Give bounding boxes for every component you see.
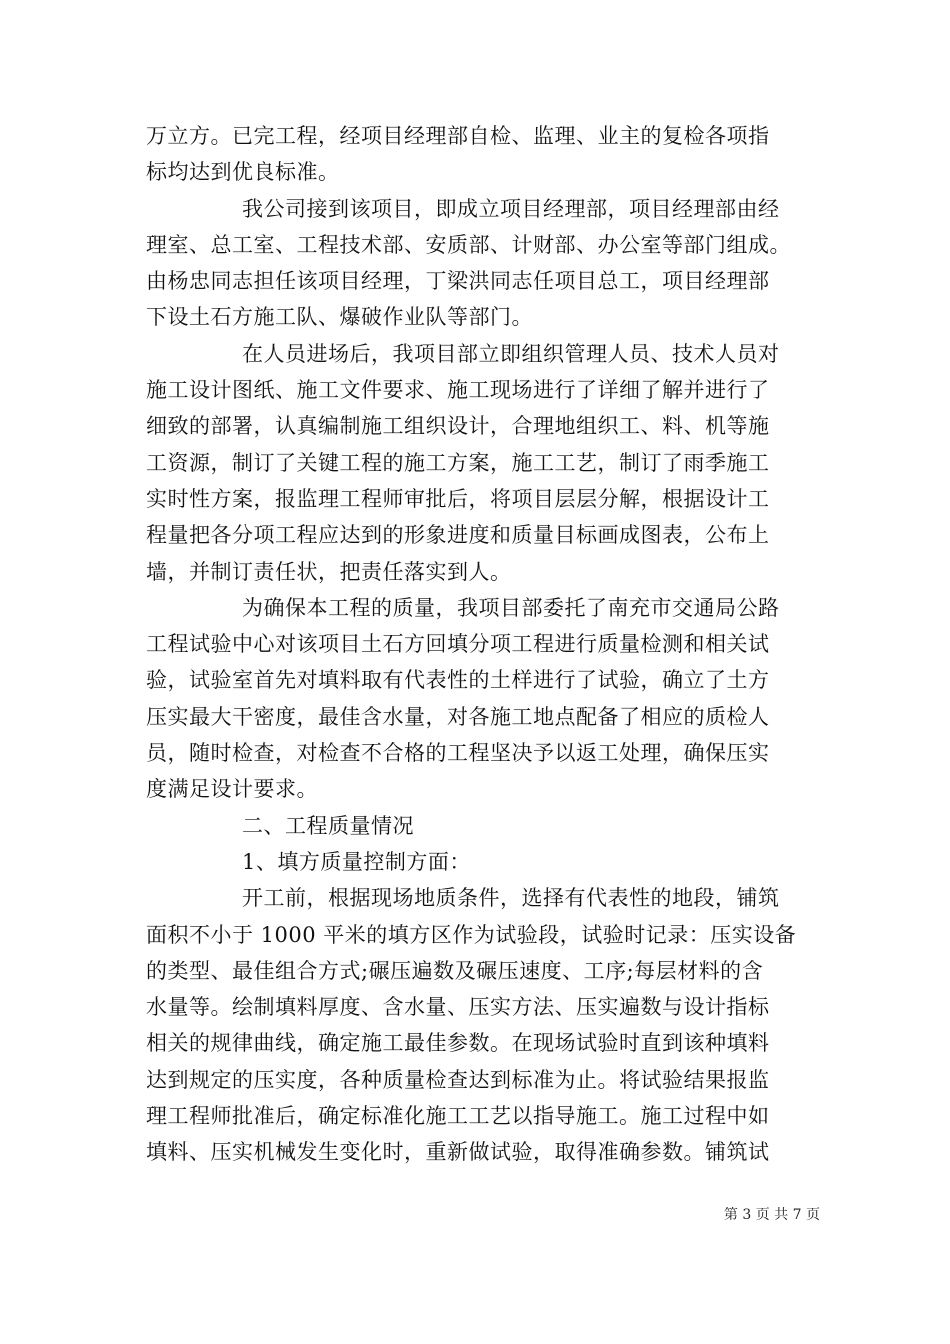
text-line: 标均达到优良标准。 — [146, 160, 340, 185]
subsection-heading: 1、填方质量控制方面： — [242, 849, 471, 874]
page-number-footer: 第 3 页 共 7 页 — [723, 1207, 820, 1223]
body-text — [146, 118, 816, 1171]
text-line: 万立方。已完工程，经项目经理部自检、监理、业主的复检各项指 — [146, 124, 770, 148]
text-line: 下设土石方施工队、爆破作业队等部门。 — [146, 305, 533, 330]
text-line: 压实最大干密度，最佳含水量，对各施工地点配备了相应的质检人 — [146, 704, 770, 729]
text-line: 墙，并制订责任状，把责任落实到人。 — [146, 559, 512, 584]
text-line: 理室、总工室、工程技术部、安质部、计财部、办公室等部门组成。 — [146, 232, 791, 257]
paragraph-start: 在人员进场后，我项目部立即组织管理人员、技术人员对 — [242, 341, 780, 366]
text-line: 程量把各分项工程应达到的形象进度和质量目标画成图表，公布上 — [146, 523, 770, 548]
text-line: 相关的规律曲线，确定施工最佳参数。在现场试验时直到该种填料 — [146, 1031, 770, 1056]
section-heading: 二、工程质量情况 — [242, 813, 414, 838]
text-line: 施工设计图纸、施工文件要求、施工现场进行了详细了解并进行了 — [146, 378, 770, 403]
text-line: 验，试验室首先对填料取有代表性的土样进行了试验，确立了土方 — [146, 668, 770, 693]
paragraph-start: 我公司接到该项目，即成立项目经理部，项目经理部由经 — [242, 196, 780, 221]
text-line: 工资源，制订了关键工程的施工方案，施工工艺，制订了雨季施工 — [146, 450, 770, 475]
text-line: 实时性方案，报监理工程师审批后，将项目层层分解，根据设计工 — [146, 486, 770, 511]
text-line: 水量等。绘制填料厚度、含水量、压实方法、压实遍数与设计指标 — [146, 995, 770, 1020]
text-line: 的类型、最佳组合方式;碾压遍数及碾压速度、工序;每层材料的含 — [146, 958, 764, 983]
text-line: 工程试验中心对该项目土石方回填分项工程进行质量检测和相关试 — [146, 632, 770, 657]
paragraph-start: 开工前，根据现场地质条件，选择有代表性的地段，铺筑 — [242, 886, 780, 911]
text-line: 面积不小于 1000 平米的填方区作为试验段，试验时记录：压实设备 — [146, 922, 797, 947]
text-line: 细致的部署，认真编制施工组织设计，合理地组织工、料、机等施 — [146, 414, 770, 439]
text-line: 度满足设计要求。 — [146, 777, 318, 802]
text-line: 填料、压实机械发生变化时，重新做试验，取得准确参数。铺筑试 — [146, 1140, 770, 1165]
text-line: 达到规定的压实度，各种质量检查达到标准为止。将试验结果报监 — [146, 1067, 770, 1092]
text-line: 理工程师批准后，确定标准化施工工艺以指导施工。施工过程中如 — [146, 1104, 770, 1129]
text-line: 员，随时检查，对检查不合格的工程坚决予以返工处理，确保压实 — [146, 741, 770, 766]
paragraph-start: 为确保本工程的质量，我项目部委托了南充市交通局公路 — [242, 595, 780, 620]
text-line: 由杨忠同志担任该项目经理，丁梁洪同志任项目总工，项目经理部 — [146, 269, 770, 294]
